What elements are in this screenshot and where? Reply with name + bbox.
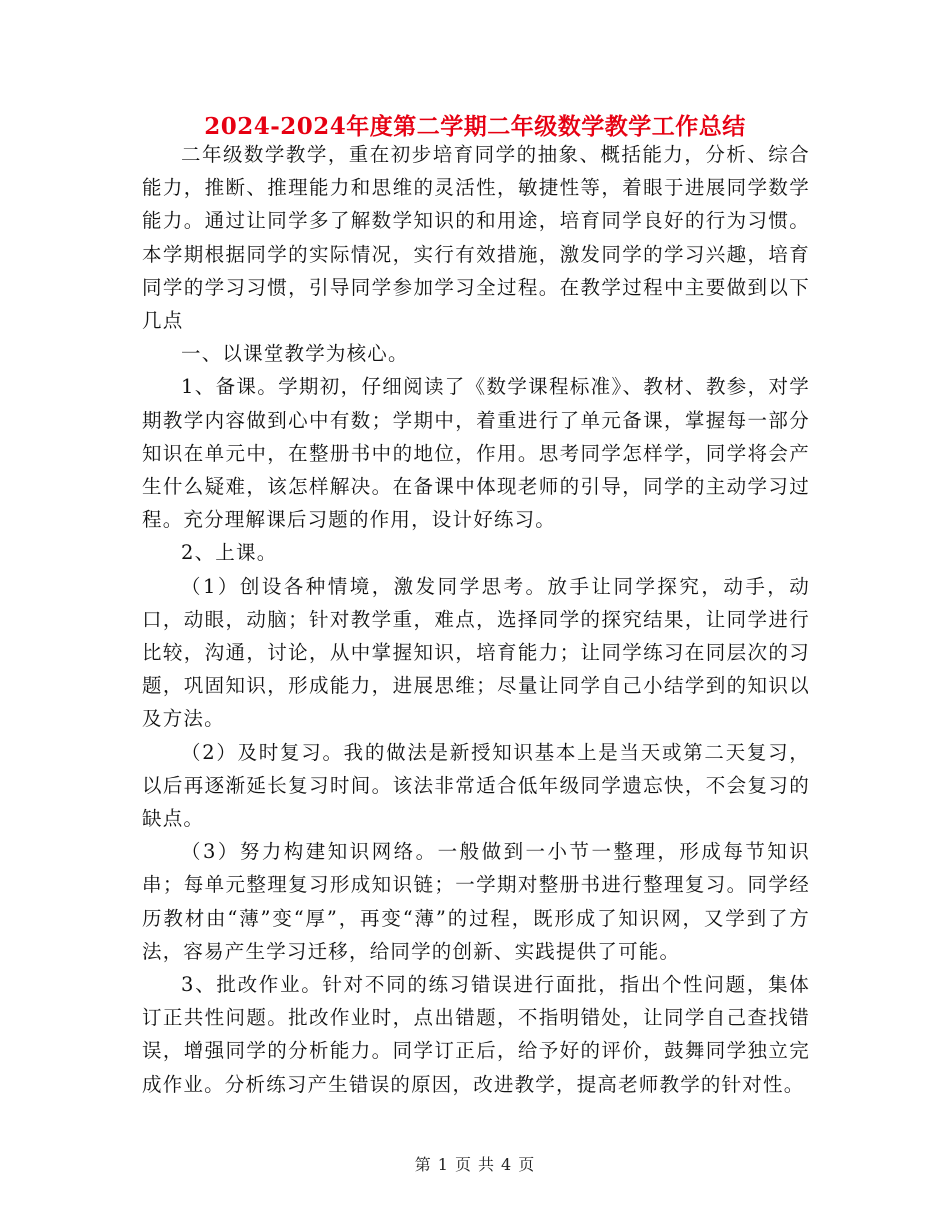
intro-paragraph: 二年级数学教学，重在初步培育同学的抽象、概括能力，分析、综合能力，推断、推理能力和思维的灵活性，敏捷性等，着眼于进展同学数学能力。通过让同学多了解数学知识的和用途，培育同学良好的行为习惯。本学期根据同学的实际情况，实行有效措施，激发同学的学习兴趣，培育同学的学习习惯，引导同学参加学习全过程。在教学过程中主要做到以下几点 (142, 143, 810, 333)
document-title: 2024-2024年度第二学期二年级数学教学工作总结 (204, 113, 746, 140)
paragraph-create-situations: （1）创设各种情境，激发同学思考。放手让同学探究，动手，动口，动眼，动脑；针对教学重，难点，选择同学的探究结果，让同学进行比较，沟通，讨论，从中掌握知识，培育能力；让同学练习在同层次的习题，巩固知识，形成能力，进展思维；尽量让同学自己小结学到的知识以及方法。 (142, 574, 810, 731)
paragraph-timely-review: （2）及时复习。我的做法是新授知识基本上是当天或第二天复习，以后再逐渐延长复习时间。该法非常适合低年级同学遗忘快，不会复习的缺点。 (142, 740, 810, 831)
paragraph-homework-correction: 3、批改作业。针对不同的练习错误进行面批，指出个性问题，集体订正共性问题。批改作业时，点出错题，不指明错处，让同学自己查找错误，增强同学的分析能力。同学订正后，给予好的评价，鼓舞同学独立完成作业。分析练习产生错误的原因，改进教学，提高老师教学的针对性。 (142, 973, 810, 1096)
document-body (142, 138, 810, 1101)
section-heading-classroom: 一、以课堂教学为核心。 (181, 342, 409, 366)
paragraph-knowledge-network: （3）努力构建知识网络。一般做到一小节一整理，形成每节知识串；每单元整理复习形成知识链；一学期对整册书进行整理复习。同学经历教材由“薄”变“厚”，再变“薄”的过程，既形成了知识网，又学到了方法，容易产生学习迁移，给同学的创新、实践提供了可能。 (142, 840, 810, 963)
footer-page-word: 页 (454, 1155, 472, 1174)
footer-total-word: 共 (478, 1155, 496, 1174)
footer-prefix: 第 (414, 1155, 432, 1174)
paragraph-lesson-prep: 1、备课。学期初，仔细阅读了《数学课程标准》、教材、教参，对学期教学内容做到心中有数；学期中，着重进行了单元备课，掌握每一部分知识在单元中，在整册书中的地位，作用。思考同学怎样学，同学将会产生什么疑难，该怎样解决。在备课中体现老师的引导，同学的主动学习过程。充分理解课后习题的作用，设计好练习。 (142, 375, 810, 532)
page-footer (0, 1152, 950, 1175)
footer-current-page: 1 (437, 1155, 449, 1174)
footer-total-pages: 4 (501, 1155, 513, 1174)
footer-suffix: 页 (518, 1155, 536, 1174)
paragraph-class-heading: 2、上课。 (181, 541, 278, 565)
